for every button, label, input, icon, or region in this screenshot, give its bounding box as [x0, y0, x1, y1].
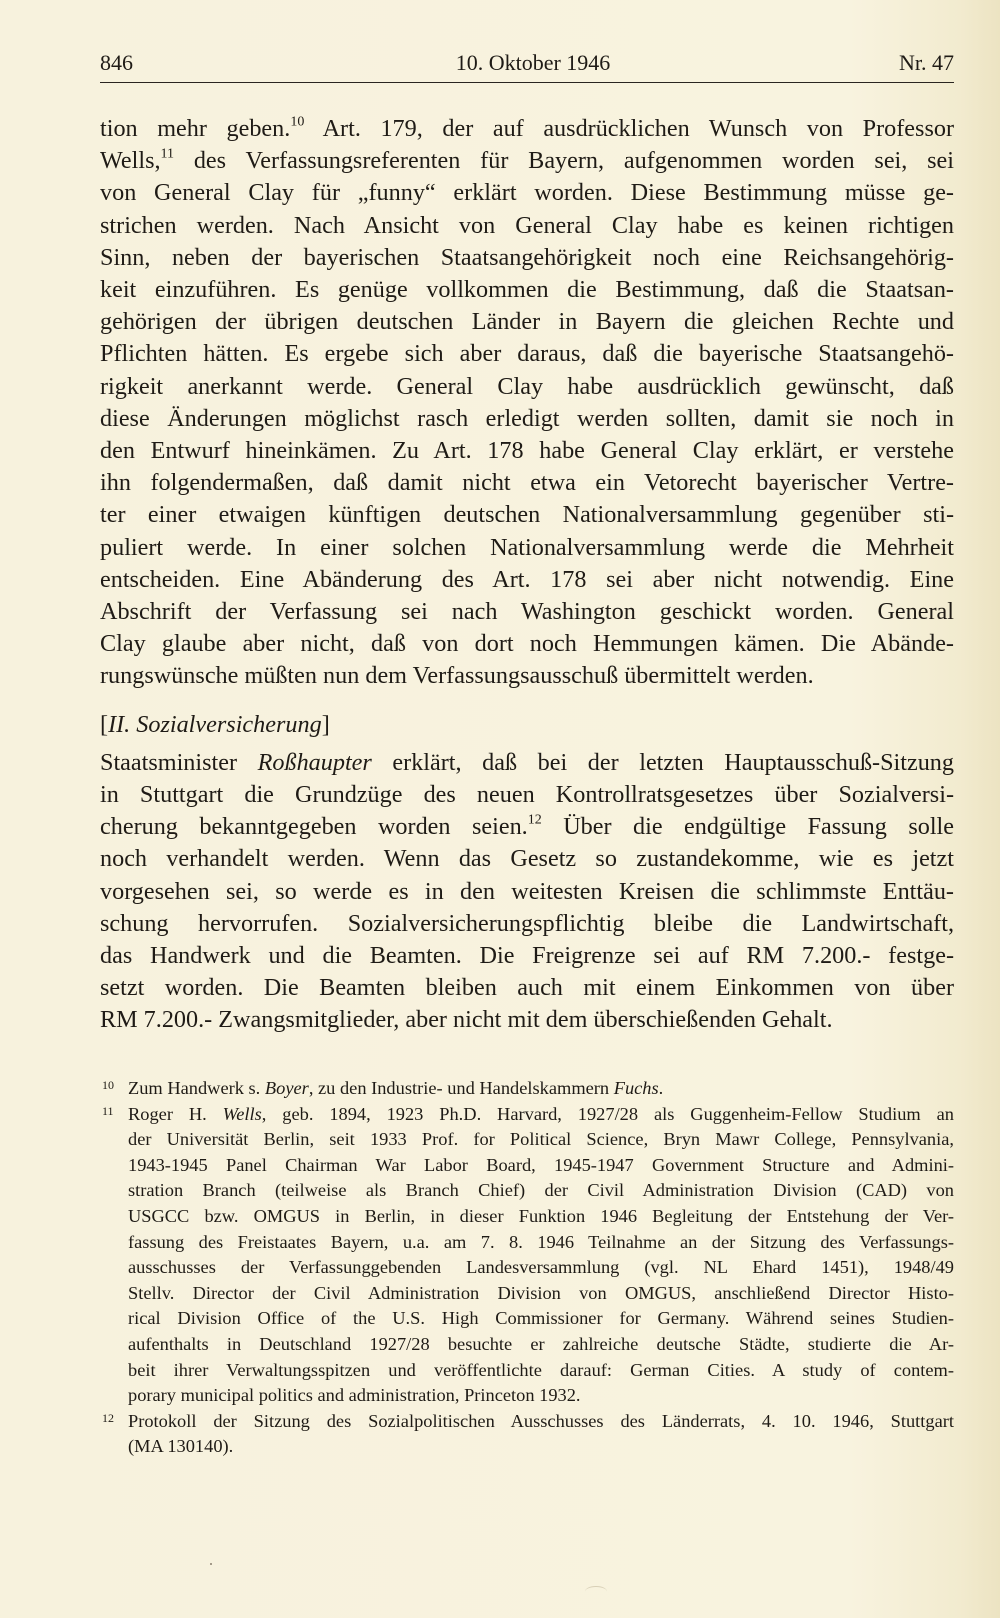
text-line: keit einzuführen. Es genüge vollkommen die Bestimmung, daß die Staatsan-: [100, 276, 954, 304]
footnote-text: [128, 1409, 954, 1460]
document-number: Nr. 47: [899, 50, 954, 75]
text-line: ter einer etwaigen künftigen deutschen Nationalversammlung gegenüber sti-: [100, 501, 954, 529]
footnote-reference[interactable]: 10: [290, 113, 305, 130]
text-line: cherung bekanntgegeben worden seien.$^{12}$ Über die endgültige Fassung solle: [100, 811, 954, 841]
section-heading-open-bracket: [: [100, 710, 109, 738]
italic-name: Fuchs: [613, 1078, 659, 1098]
text-line: vorgesehen sei, so werde es in den weitesten Kreisen die schlimmste Enttäu-: [100, 877, 954, 905]
text-line: Zum Handwerk s. Boyer, zu den Industrie- und Handelskammern Fuchs.: [128, 1078, 664, 1098]
italic-name: Boyer: [264, 1078, 309, 1098]
header-rule: [100, 82, 954, 83]
text-line: Staatsminister Roßhaupter erklärt, daß bei der letzten Hauptausschuß-Sitzung: [100, 748, 954, 776]
text-line: Stellv. Director der Civil Administration Division von OMGUS, anschließend Director Histo-: [128, 1282, 954, 1303]
footnote-number: 12: [102, 1410, 114, 1425]
running-header: [100, 48, 954, 78]
text-line: Roger H. Wells, geb. 1894, 1923 Ph.D. Harvard, 1927/28 als Guggenheim-Fellow Studium an: [128, 1103, 954, 1124]
page-number: 846: [100, 50, 133, 75]
text-line: RM 7.200.- Zwangsmitglieder, aber nicht mit dem überschießenden Gehalt.: [100, 1006, 833, 1034]
footnote-text: [128, 1102, 954, 1409]
text-line: Pflichten hätten. Es ergebe sich aber daraus, daß die bayerische Staatsangehö-: [100, 340, 954, 368]
text-line: fassung des Freistaates Bayern, u.a. am 7. 8. 1946 Teilnahme an der Sitzung des Verfassungs-: [128, 1231, 954, 1252]
text-line: Sinn, neben der bayerischen Staatsangehörigkeit noch eine Reichsangehörig-: [100, 243, 954, 271]
text-line: aufenthalts in Deutschland 1927/28 besuchte er zahlreiche deutsche Städte, studierte die Ar-: [128, 1333, 954, 1354]
text-line: porary municipal politics and administration, Princeton 1932.: [128, 1385, 581, 1406]
text-line: Clay glaube aber nicht, daß von dort noch Hemmungen kämen. Die Abände-: [100, 630, 954, 658]
paper-smudge: [585, 1586, 607, 1597]
text-line: das Handwerk und die Beamten. Die Freigrenze sei auf RM 7.200.- festge-: [100, 942, 954, 970]
text-line: rical Division Office of the U.S. High Commissioner for Germany. Während seines Studien-: [128, 1308, 954, 1329]
section-heading: [100, 709, 954, 741]
footnote-reference[interactable]: 12: [527, 811, 542, 828]
text-line: (MA 130140).: [128, 1436, 234, 1457]
text-line: Protokoll der Sitzung des Sozialpolitischen Ausschusses des Länderrats, 4. 10. 1946, Stuttgart: [128, 1410, 954, 1431]
text-line: beit ihrer Verwaltungsspitzen und veröffentlichte darauf: German Cities. A study of contem-: [128, 1359, 954, 1380]
footnotes: [100, 1076, 954, 1460]
paper-speck: [210, 1563, 212, 1565]
text-line: tion mehr geben.$^{10}$ Art. 179, der auf ausdrücklichen Wunsch von Professor: [100, 113, 955, 142]
text-line: schung hervorrufen. Sozialversicherungspflichtig bleibe die Landwirtschaft,: [100, 909, 954, 937]
text-line: rungswünsche müßten nun dem Verfassungsausschuß übermittelt werden.: [100, 662, 814, 690]
header-date: 10. Oktober 1946: [455, 50, 611, 75]
body-text: [100, 113, 954, 1037]
footnote-reference[interactable]: 11: [160, 145, 175, 162]
footnote: [100, 1409, 954, 1460]
text-line: Abschrift der Verfassung sei nach Washington geschickt worden. General: [100, 598, 954, 626]
text-line: USGCC bzw. OMGUS in Berlin, in dieser Funktion 1946 Begleitung der Entstehung der Ver-: [128, 1205, 954, 1226]
footnote-number: 11: [102, 1103, 114, 1118]
text-line: ausschusses der Verfassunggebenden Landesversammlung (vgl. NL Ehard 1451), 1948/49: [128, 1257, 954, 1278]
text-line: ihn folgendermaßen, daß damit nicht etwa ein Vetorecht bayerischer Vertre-: [100, 469, 954, 497]
footnote-text: [128, 1076, 954, 1102]
text-line: Wells,$^{11}$ des Verfassungsreferenten für Bayern, aufgenommen worden sei, sei: [100, 145, 954, 175]
text-line: 1943-1945 Panel Chairman War Labor Board, 1945-1947 Government Structure and Admini-: [128, 1154, 954, 1175]
text-line: von General Clay für „funny“ erklärt worden. Diese Bestimmung müsse ge-: [100, 179, 954, 207]
footnote: [100, 1076, 954, 1102]
section-heading-close-bracket: ]: [321, 710, 330, 738]
text-line: noch verhandelt werden. Wenn das Gesetz so zustandekomme, wie es jetzt: [100, 845, 954, 873]
text-line: der Universität Berlin, seit 1933 Prof. for Political Science, Bryn Mawr College, Pennsylvania,: [128, 1129, 954, 1150]
text-line: strichen werden. Nach Ansicht von General Clay habe es keinen richtigen: [100, 211, 954, 239]
footnote: [100, 1102, 954, 1409]
text-line: den Entwurf hineinkämen. Zu Art. 178 habe General Clay erklärt, er verstehe: [100, 437, 954, 465]
text-line: diese Änderungen möglichst rasch erledigt werden sollten, damit sie noch in: [100, 404, 954, 432]
paragraph: [100, 113, 954, 693]
section-heading-title: II. Sozialversicherung: [108, 710, 322, 738]
paragraph: [100, 747, 954, 1037]
italic-name: Wells: [222, 1103, 262, 1124]
text-line: gehörigen der übrigen deutschen Länder in Bayern die gleichen Rechte und: [100, 308, 954, 336]
text-line: in Stuttgart die Grundzüge des neuen Kontrollratsgesetzes über Sozialversi-: [100, 781, 954, 809]
text-line: puliert werde. In einer solchen Nationalversammlung werde die Mehrheit: [100, 533, 954, 561]
italic-name: Roßhaupter: [257, 748, 372, 776]
text-line: rigkeit anerkannt werde. General Clay habe ausdrücklich gewünscht, daß: [100, 372, 954, 400]
footnote-number: 10: [102, 1078, 114, 1092]
text-line: setzt worden. Die Beamten bleiben auch mit einem Einkommen von über: [100, 974, 954, 1002]
text-line: entscheiden. Eine Abänderung des Art. 178 sei aber nicht notwendig. Eine: [100, 565, 954, 593]
text-line: stration Branch (teilweise als Branch Chief) der Civil Administration Division (CAD) von: [128, 1180, 954, 1201]
